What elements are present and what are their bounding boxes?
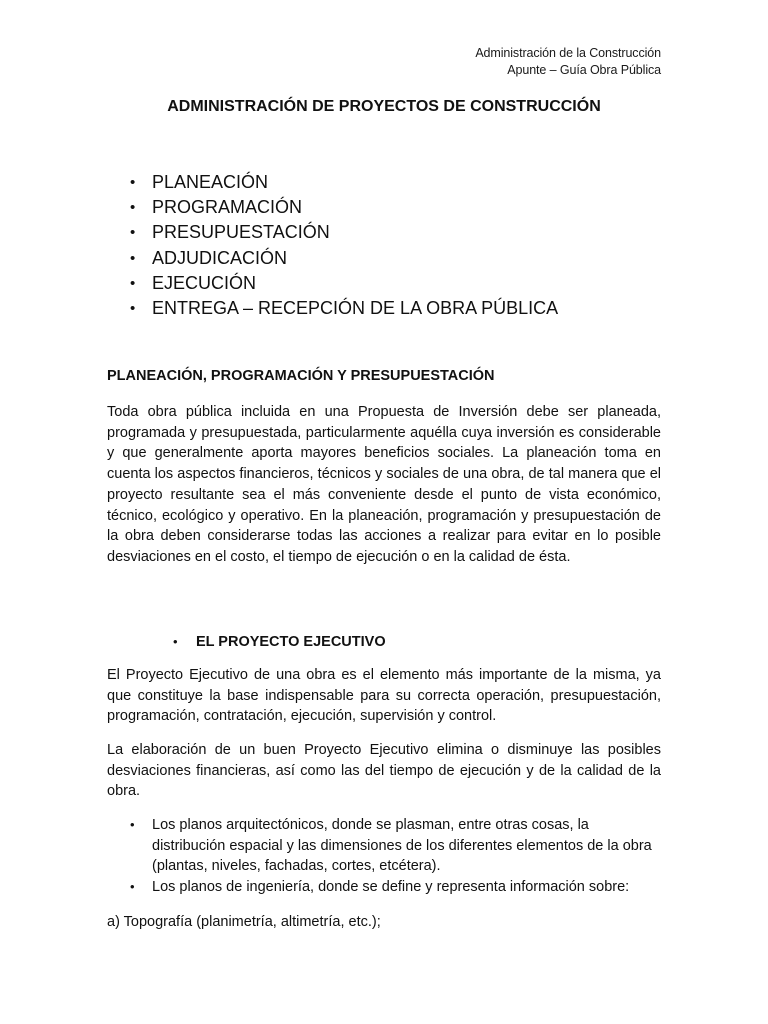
phase-label: EJECUCIÓN: [152, 272, 257, 293]
document-title: ADMINISTRACIÓN DE PROYECTOS DE CONSTRUCCIÓN: [167, 98, 601, 115]
section-heading-planeacion: PLANEACIÓN, PROGRAMACIÓN Y PRESUPUESTACIÓN: [107, 368, 495, 384]
bullet-icon: •: [130, 274, 136, 292]
topography-item: a) Topografía (planimetría, altimetría, etc.);: [107, 914, 381, 930]
plans-item-text: Los planos arquitectónicos, donde se plasman, entre otras cosas, la distribución espacial y las dimensiones de los diferentes elementos de la obra (plantas, niveles, fachadas, cortes, etcétera).: [152, 817, 652, 875]
bullet-icon: •: [130, 300, 136, 318]
bullet-icon: •: [130, 879, 135, 895]
plans-list-item: [107, 815, 661, 877]
paragraph-planeacion: Toda obra pública incluida en una Propuesta de Inversión debe ser planeada, programada y presupuestada, particularmente aquélla cuya inversión es considerable y que generalmente aporta mayores beneficios sociales. La planeación toma en cuenta los aspectos financieros, técnicos y sociales de una obra, de tal manera que el proyecto resultante sea el más conveniente desde el punto de vista económico, técnico, ecológico y operativo. En la planeación, programación y presupuestación de la obra deben considerarse todas las acciones a realizar para evitar en lo posible desviaciones en el costo, el tiempo de ejecución o en la calidad de ésta.: [107, 404, 661, 565]
plans-list: [107, 815, 661, 898]
running-header-subtitle: Apunte – Guía Obra Pública: [507, 63, 661, 77]
phase-item: [107, 271, 558, 296]
phase-label: PLANEACIÓN: [152, 172, 269, 192]
bullet-icon: •: [130, 174, 136, 191]
phase-label: PRESUPUESTACIÓN: [152, 222, 330, 243]
phase-item: [107, 296, 558, 321]
bullet-icon: •: [130, 817, 135, 832]
phase-item: [107, 195, 558, 220]
bullet-icon: •: [130, 199, 136, 217]
phase-label: PROGRAMACIÓN: [152, 197, 303, 218]
bullet-icon: •: [130, 224, 136, 242]
bullet-icon: •: [173, 634, 178, 649]
section-heading-proyecto-ejecutivo: [107, 632, 386, 652]
bullet-icon: •: [130, 249, 136, 267]
paragraph-proyecto-ejecutivo-2: La elaboración de un buen Proyecto Ejecutivo elimina o disminuye las posibles desviaciones financieras, así como las del tiempo de ejecución y de la calidad de la obra.: [107, 742, 661, 800]
paragraph-proyecto-ejecutivo-1: El Proyecto Ejecutivo de una obra es el elemento más importante de la misma, ya que constituye la base indispensable para su correcta operación, presupuestación, programación, contratación, ejecución, supervisión y control.: [107, 667, 661, 725]
phase-label: ADJUDICACIÓN: [152, 247, 288, 268]
plans-item-text: Los planos de ingeniería, donde se define y representa información sobre:: [152, 879, 630, 896]
phase-item: [107, 170, 558, 195]
running-header: [475, 45, 661, 79]
phase-list: [107, 170, 558, 321]
phase-label: ENTREGA – RECEPCIÓN DE LA OBRA PÚBLICA: [152, 298, 559, 319]
plans-list-item: [107, 877, 661, 898]
phase-item: [107, 246, 558, 271]
phase-item: [107, 220, 558, 245]
section-heading-label: EL PROYECTO EJECUTIVO: [196, 634, 386, 650]
running-header-course: Administración de la Construcción: [475, 46, 661, 60]
